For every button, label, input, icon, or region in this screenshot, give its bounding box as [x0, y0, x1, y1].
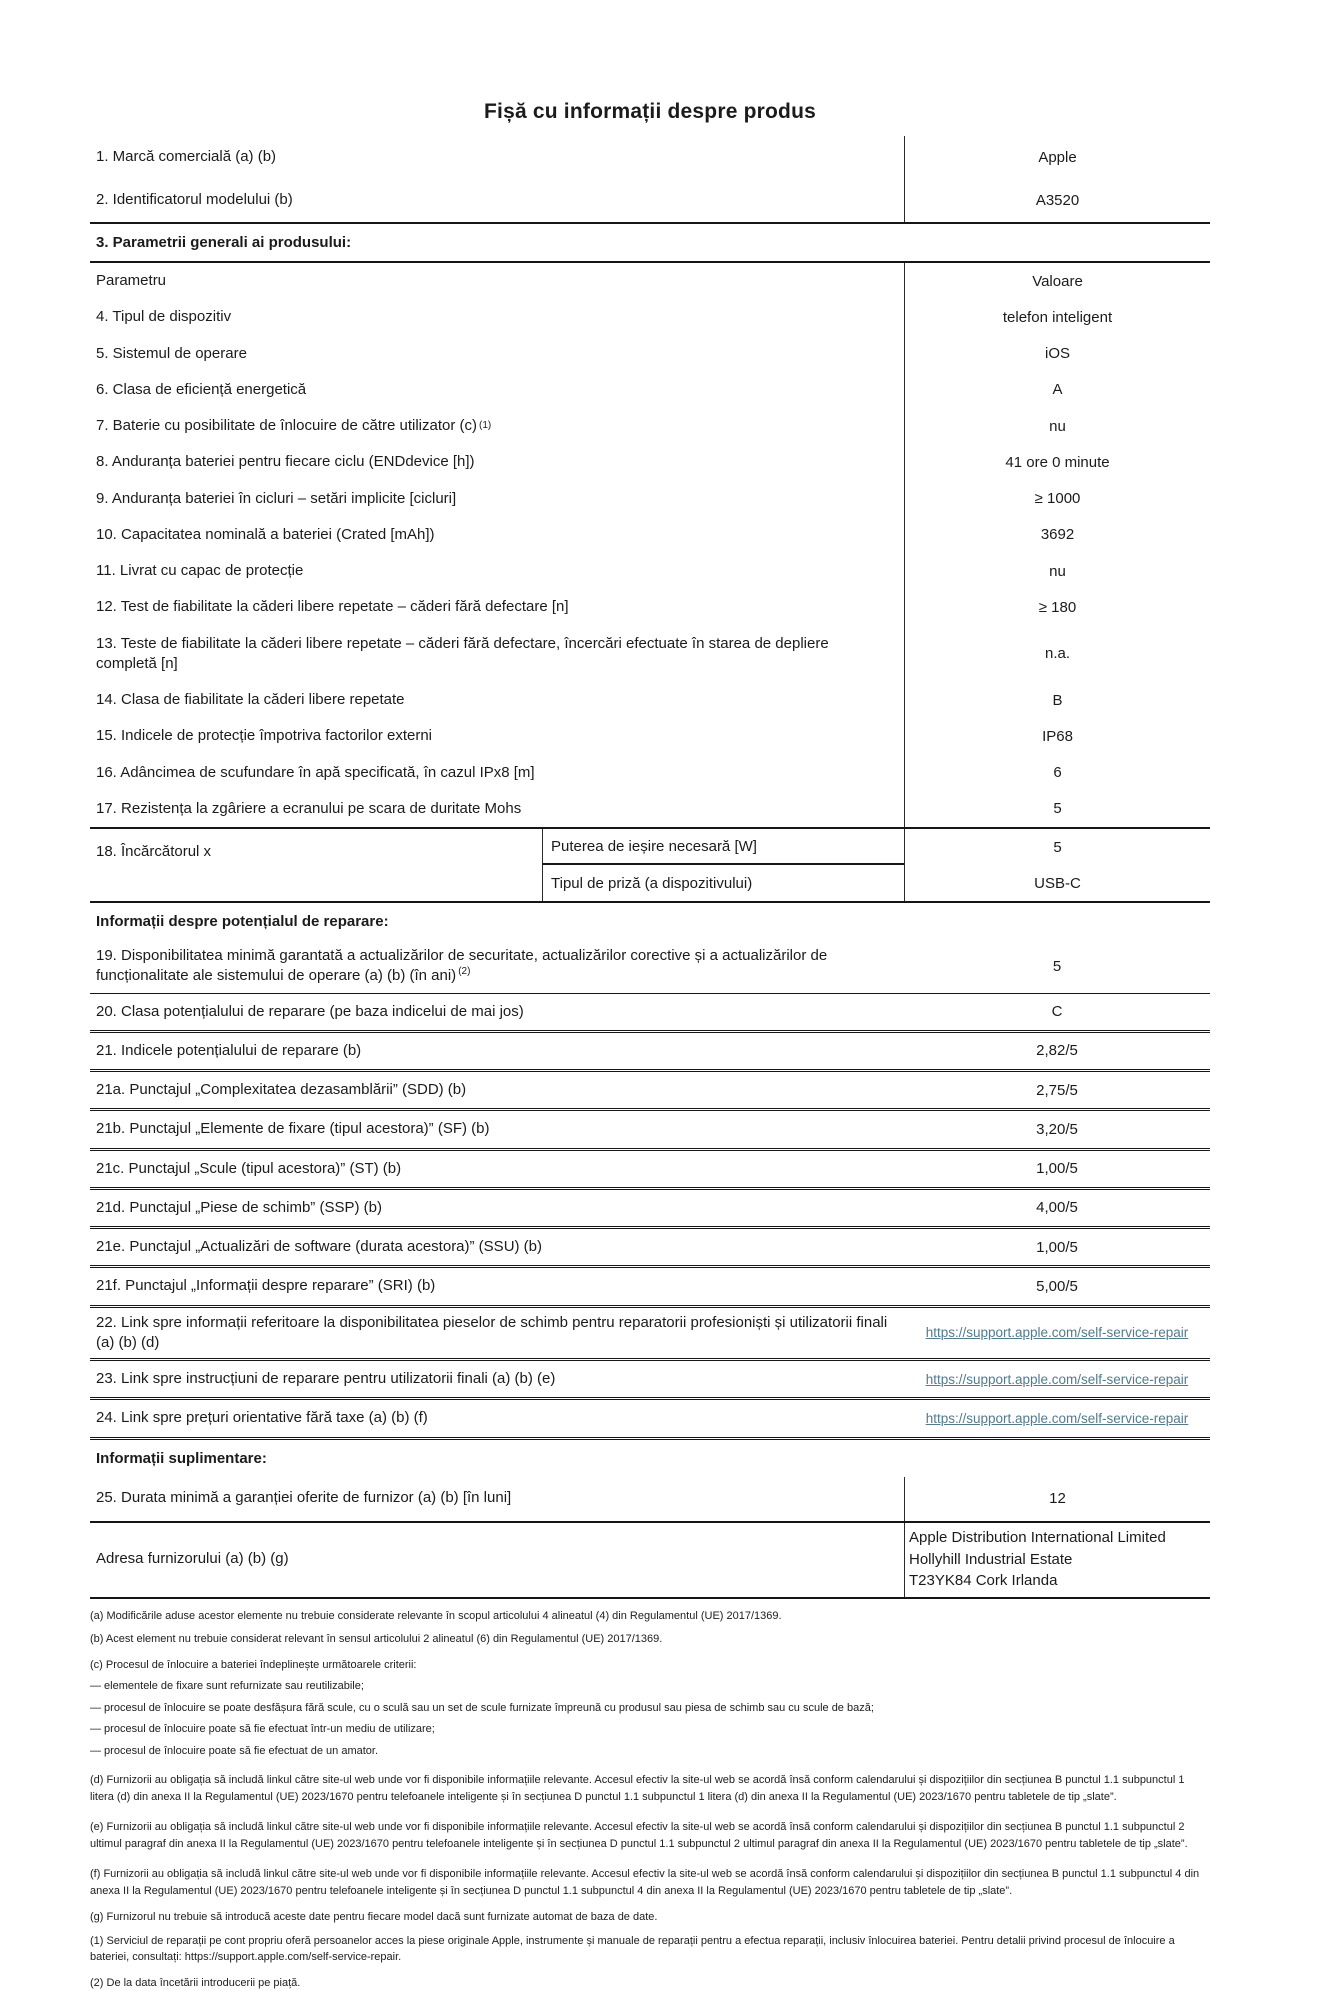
table-row — [90, 755, 1210, 791]
row-label: 14. Clasa de fiabilitate la căderi libere repetate — [90, 682, 904, 718]
row-value: 12 — [904, 1477, 1210, 1521]
footnote-d: (d) Furnizorii au obligația să includă linkul către site-ul web unde vor fi disponibile informațiile relevante. Accesul efectiv la site-ul web se acordă însă conform calendarului și dispozițiilor din secțiunea B punctul 1.1 subpunctul 1 litera (d) din anexa II la Regulamentul (UE) 2023/1670 pentru telefoanele inteligente și în secțiunea D punctul 1.1 subpunctul 1 litera (d) din anexa II la Regulamentul (UE) 2023/1670 pentru tabletele de tip „slate”. — [90, 1772, 1210, 1806]
row-value: nu — [904, 408, 1210, 444]
address-line: Apple Distribution International Limited — [909, 1527, 1166, 1549]
row-value: 5 — [904, 791, 1210, 827]
row-label: Adresa furnizorului (a) (b) (g) — [90, 1523, 904, 1597]
supplier-address-row — [90, 1521, 1210, 1599]
row-value — [904, 1361, 1210, 1397]
table-row — [90, 299, 1210, 335]
row-value: ≥ 1000 — [904, 481, 1210, 517]
spare-parts-availability-link[interactable]: https://support.apple.com/self-service-repair — [926, 1325, 1189, 1340]
table-row — [90, 517, 1210, 553]
indicative-prices-link[interactable]: https://support.apple.com/self-service-repair — [926, 1411, 1189, 1426]
footnote-c: (c) Procesul de înlocuire a bateriei îndeplinește următoarele criterii: — [90, 1657, 1210, 1674]
table-row — [90, 1033, 1210, 1072]
row-label: 7. Baterie cu posibilitate de înlocuire de către utilizator (c) (1) — [90, 408, 904, 444]
row-value: telefon inteligent — [904, 299, 1210, 335]
table-row — [90, 136, 1210, 179]
row-label: 2. Identificatorul modelului (b) — [90, 179, 904, 222]
table-row — [90, 1400, 1210, 1439]
row-label: 19. Disponibilitatea minimă garantată a actualizărilor de securitate, actualizărilor corective și a actualizărilor de funcționalitate ale sistemului de operare (a) (b) (în ani) $^{(2)}$ — [90, 940, 904, 993]
table-header-row — [90, 263, 1210, 299]
table-row — [90, 1361, 1210, 1400]
row-label: 11. Livrat cu capac de protecție — [90, 553, 904, 589]
footnote-ref: (2) — [458, 966, 470, 977]
row-value: 4,00/5 — [904, 1190, 1210, 1226]
address-line: T23YK84 Cork Irlanda — [909, 1570, 1057, 1592]
row-label: Tipul de priză (a dispozitivului) — [542, 865, 904, 901]
row-label: 15. Indicele de protecție împotriva factorilor externi — [90, 718, 904, 754]
row-label: 21f. Punctajul „Informații despre reparare” (SRI) (b) — [90, 1268, 904, 1304]
table-row — [90, 940, 1210, 994]
row-label: 21c. Punctajul „Scule (tipul acestora)” (ST) (b) — [90, 1151, 904, 1187]
row-value: 41 ore 0 minute — [904, 444, 1210, 480]
table-row — [542, 829, 1210, 865]
row-value: nu — [904, 553, 1210, 589]
row-value: iOS — [904, 336, 1210, 372]
row-value — [904, 1308, 1210, 1359]
row-value: ≥ 180 — [904, 589, 1210, 625]
footnote-2: (2) De la data încetării introducerii pe piață. — [90, 1975, 1210, 1991]
address-line: Hollyhill Industrial Estate — [909, 1549, 1072, 1571]
table-row — [90, 626, 1210, 683]
column-header-value: Valoare — [904, 263, 1210, 299]
row-label: 16. Adâncimea de scufundare în apă specificată, în cazul IPx8 [m] — [90, 755, 904, 791]
row-label: 23. Link spre instrucțiuni de reparare pentru utilizatorii finali (a) (b) (e) — [90, 1361, 904, 1397]
row-label: 13. Teste de fiabilitate la căderi libere repetate – căderi fără defectare, încercări efectuate în starea de depliere completă [n] — [90, 626, 904, 683]
row-value: IP68 — [904, 718, 1210, 754]
section-heading-repair: Informații despre potențialul de reparare: — [90, 903, 1210, 940]
footnote-c-item: — procesul de înlocuire poate să fie efectuat într-un mediu de utilizare; — [90, 1721, 1210, 1738]
row-label: 10. Capacitatea nominală a bateriei (Crated [mAh]) — [90, 517, 904, 553]
row-value — [904, 1400, 1210, 1436]
footnote-c-item: — procesul de înlocuire poate să fie efectuat de un amator. — [90, 1743, 1210, 1760]
table-row — [90, 1190, 1210, 1229]
section-heading-general: 3. Parametrii generali ai produsului: — [90, 224, 1210, 263]
footnote-a: (a) Modificările aduse acestor elemente nu trebuie considerate relevante în scopul articolului 4 alineatul (4) din Regulamentul (UE) 2017/1369. — [90, 1608, 1210, 1625]
charger-subtable — [542, 829, 1210, 901]
row-label: 20. Clasa potențialului de reparare (pe baza indicelui de mai jos) — [90, 994, 904, 1030]
table-row — [90, 1072, 1210, 1111]
table-row — [90, 994, 1210, 1033]
table-row — [90, 179, 1210, 222]
row-value: 6 — [904, 755, 1210, 791]
table-row — [90, 481, 1210, 517]
row-label: 5. Sistemul de operare — [90, 336, 904, 372]
page-title: Fișă cu informații despre produs — [90, 90, 1210, 136]
row-value: n.a. — [904, 626, 1210, 683]
row-value: USB-C — [904, 865, 1210, 901]
table-row — [90, 444, 1210, 480]
row-label: 12. Test de fiabilitate la căderi libere repetate – căderi fără defectare [n] — [90, 589, 904, 625]
row-value: 1,00/5 — [904, 1229, 1210, 1265]
footnote-b: (b) Acest element nu trebuie considerat relevant în sensul articolului 2 alineatul (6) din Regulamentul (UE) 2017/1369. — [90, 1631, 1210, 1648]
row-label: 1. Marcă comercială (a) (b) — [90, 136, 904, 179]
brand-model-table — [90, 136, 1210, 224]
row-value: 3,20/5 — [904, 1111, 1210, 1147]
table-row — [90, 682, 1210, 718]
table-row — [90, 372, 1210, 408]
footnote-1: (1) Serviciul de reparații pe cont propriu oferă persoanelor acces la piese originale Apple, instrumente și manuale de reparații pentru a efectua reparații, inclusiv înlocuirea bateriei. Pentru detalii privind procesul de înlocuire a bateriei, consultați: https://support.apple.com/self-service-repair. — [90, 1933, 1210, 1966]
row-label: 21d. Punctajul „Piese de schimb” (SSP) (b) — [90, 1190, 904, 1226]
row-label: 24. Link spre prețuri orientative fără taxe (a) (b) (f) — [90, 1400, 904, 1436]
supplementary-table — [90, 1477, 1210, 1599]
row-label: 18. Încărcătorul x — [90, 829, 542, 901]
table-row — [90, 1268, 1210, 1307]
row-value: 3692 — [904, 517, 1210, 553]
row-label: 17. Rezistența la zgâriere a ecranului pe scara de duritate Mohs — [90, 791, 904, 827]
table-row — [90, 1111, 1210, 1150]
row-label: 4. Tipul de dispozitiv — [90, 299, 904, 335]
section-heading-supplementary: Informații suplimentare: — [90, 1440, 1210, 1477]
row-value: 5 — [904, 940, 1210, 993]
row-label: Puterea de ieșire necesară [W] — [542, 829, 904, 865]
row-value: 2,75/5 — [904, 1072, 1210, 1108]
table-row — [90, 1477, 1210, 1521]
row-value: 5,00/5 — [904, 1268, 1210, 1304]
repair-links-table — [90, 1308, 1210, 1440]
row-value: 5 — [904, 829, 1210, 865]
supplier-address — [904, 1523, 1210, 1597]
table-row — [90, 553, 1210, 589]
row-label: 22. Link spre informații referitoare la disponibilitatea pieselor de schimb pentru reparatorii profesioniști și utilizatorii finali (a) (b) (d) — [90, 1308, 904, 1359]
table-row — [90, 791, 1210, 827]
table-row — [90, 1151, 1210, 1190]
repair-score-table — [90, 994, 1210, 1308]
table-row — [90, 589, 1210, 625]
footnote-f: (f) Furnizorii au obligația să includă linkul către site-ul web unde vor fi disponibile informațiile relevante. Accesul efectiv la site-ul web se acordă însă conform calendarului și dispozițiilor din secțiunea B punctul 1.1 subpunctul 4 din anexa II la Regulamentul (UE) 2023/1670 pentru telefoanele inteligente și în secțiunea D punctul 1.1 subpunctul 4 din anexa II la Regulamentul (UE) 2023/1670 pentru tabletele de tip „slate”. — [90, 1866, 1210, 1900]
footnote-c-item: — elementele de fixare sunt refurnizate sau reutilizabile; — [90, 1678, 1210, 1695]
row-value: 1,00/5 — [904, 1151, 1210, 1187]
row-label: 8. Anduranța bateriei pentru fiecare ciclu (ENDdevice [h]) — [90, 444, 904, 480]
table-row — [90, 1308, 1210, 1362]
row-label: 21e. Punctajul „Actualizări de software (durata acestora)” (SSU) (b) — [90, 1229, 904, 1265]
row-value: B — [904, 682, 1210, 718]
table-row — [90, 408, 1210, 444]
row-value: C — [904, 994, 1210, 1030]
row-label: 21b. Punctajul „Elemente de fixare (tipul acestora)” (SF) (b) — [90, 1111, 904, 1147]
row-value: A3520 — [904, 179, 1210, 222]
table-row — [90, 336, 1210, 372]
row-label: 25. Durata minimă a garanției oferite de furnizor (a) (b) [în luni] — [90, 1477, 904, 1521]
row-label: 6. Clasa de eficiență energetică — [90, 372, 904, 408]
footnote-g: (g) Furnizorul nu trebuie să introducă aceste date pentru fiecare model dacă sunt furnizate automat de baza de date. — [90, 1909, 1210, 1926]
column-header-parameter: Parametru — [90, 263, 904, 299]
table-row — [542, 865, 1210, 901]
sheet — [90, 90, 1210, 1991]
repair-instructions-link[interactable]: https://support.apple.com/self-service-repair — [926, 1372, 1189, 1387]
row-label: 21a. Punctajul „Complexitatea dezasamblării” (SDD) (b) — [90, 1072, 904, 1108]
footnote-ref: (1) — [479, 421, 491, 431]
row-label: 21. Indicele potențialului de reparare (b) — [90, 1033, 904, 1069]
general-parameters-table — [90, 263, 1210, 827]
row-value: A — [904, 372, 1210, 408]
table-row — [90, 718, 1210, 754]
row-label: 9. Anduranța bateriei în cicluri – setări implicite [cicluri] — [90, 481, 904, 517]
table-row — [90, 1229, 1210, 1268]
charger-row — [90, 827, 1210, 903]
footnote-e: (e) Furnizorii au obligația să includă linkul către site-ul web unde vor fi disponibile informațiile relevante. Accesul efectiv la site-ul web se acordă însă conform calendarului și dispozițiilor din secțiunea B punctul 1.1 subpunctul 2 ultimul paragraf din anexa II la Regulamentul (UE) 2023/1670 pentru telefoanele inteligente și în secțiunea D punctul 1.1 subpunctul 2 ultimul paragraf din anexa II la Regulamentul (UE) 2023/1670 pentru tabletele de tip „slate”. — [90, 1819, 1210, 1853]
row-value: 2,82/5 — [904, 1033, 1210, 1069]
row-value: Apple — [904, 136, 1210, 179]
footnote-c-item: — procesul de înlocuire se poate desfășura fără scule, cu o sculă sau un set de scule furnizate împreună cu produsul sau piesa de schimb sau cu scule de bază; — [90, 1700, 1210, 1717]
footnotes — [90, 1608, 1210, 1991]
